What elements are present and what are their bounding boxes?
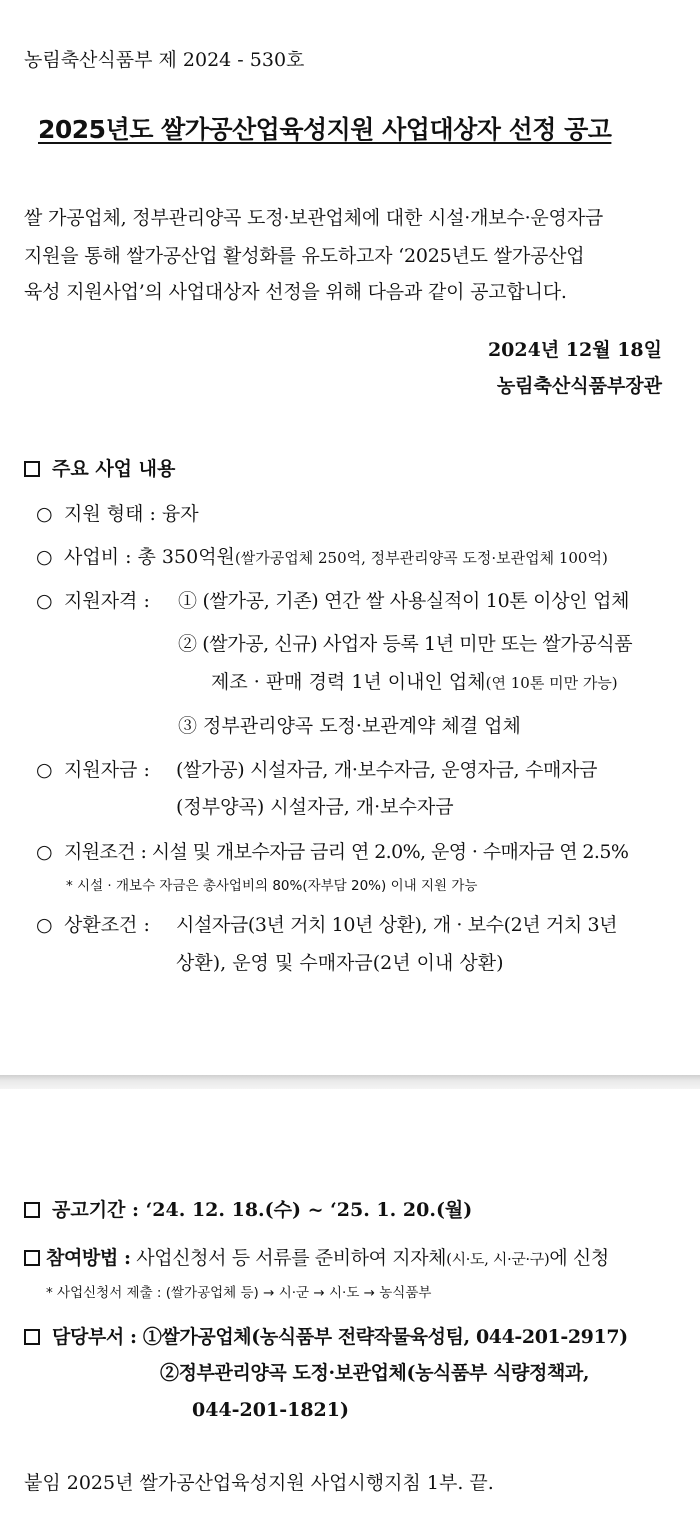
eligibility-2b — [211, 668, 618, 697]
budget-item — [36, 543, 608, 572]
funds-item — [36, 756, 150, 784]
method-text: 사업신청서 등 서류를 준비하여 지자체 — [136, 1247, 447, 1269]
checkbox-square-icon — [24, 1250, 40, 1266]
budget-main-text: 사업비 : 총 350억원 — [64, 546, 235, 568]
main-section-heading-text: 주요 사업 내용 — [52, 458, 176, 480]
repayment-2: 상환), 운영 및 수매자금(2년 이내 상환) — [176, 952, 504, 974]
support-type-text: 지원 형태 : 융자 — [64, 503, 199, 525]
eligibility-label: 지원자격 : — [64, 590, 150, 612]
circle-bullet-icon: ○ — [36, 914, 53, 936]
method-note: * 사업신청서 제출 : (쌀가공업체 등) → 시·군 → 시·도 → 농식품부 — [46, 1285, 432, 1301]
circle-bullet-icon: ○ — [36, 759, 53, 781]
announcement-date: 2024년 12월 18일 — [487, 339, 662, 361]
circle-bullet-icon: ○ — [36, 841, 52, 863]
circle-bullet-icon: ○ — [36, 590, 53, 612]
dept-line-3: 044-201-1821) — [192, 1399, 349, 1421]
intro-line-1: 쌀 가공업체, 정부관리양곡 도정·보관업체에 대한 시설·개보수·운영자금 — [24, 207, 604, 229]
announcement-number: 농림축산식품부 제 2024 - 530호 — [24, 49, 305, 71]
repayment-label: 상환조건 : — [64, 914, 150, 936]
attachment-line: 붙임 2025년 쌀가공산업육성지원 사업시행지침 1부. 끝. — [24, 1472, 494, 1494]
dept-line-1: ①쌀가공업체(농식품부 전략작물육성팀, 044-201-2917) — [142, 1326, 628, 1348]
funds-2: (정부양곡) 시설자금, 개·보수자금 — [176, 796, 454, 818]
eligibility-item — [36, 587, 150, 615]
eligibility-3: ③ 정부관리양곡 도정·보관계약 체결 업체 — [178, 715, 521, 737]
conditions-note: * 시설 · 개보수 자금은 총사업비의 80%(자부담 20%) 이내 지원 가능 — [66, 878, 478, 894]
checkbox-square-icon — [24, 1329, 40, 1345]
period-text: 공고기간 : ‘24. 12. 18.(수) ~ ‘25. 1. 20.(월) — [52, 1199, 473, 1221]
dept-label: 담당부서 : — [52, 1326, 137, 1348]
intro-line-2: 지원을 통해 쌀가공산업 활성화를 유도하고자 ‘2025년도 쌀가공산업 — [24, 245, 585, 267]
repayment-item — [36, 911, 150, 939]
eligibility-2b-main: 제조 · 판매 경력 1년 이내인 업체 — [211, 671, 486, 693]
dept-section — [24, 1323, 628, 1351]
page-break — [0, 1075, 700, 1089]
checkbox-square-icon — [24, 1202, 40, 1218]
circle-bullet-icon: ○ — [36, 546, 53, 568]
support-type-item — [36, 500, 199, 528]
main-section-heading — [24, 455, 175, 483]
method-section — [24, 1244, 609, 1273]
eligibility-2a: ② (쌀가공, 신규) 사업자 등록 1년 미만 또는 쌀가공식품 — [178, 633, 633, 655]
eligibility-1: ① (쌀가공, 기존) 연간 쌀 사용실적이 10톤 이상인 업체 — [178, 590, 630, 612]
conditions-text: 지원조건 : 시설 및 개보수자금 금리 연 2.0%, 운영 · 수매자금 연 2.5% — [64, 841, 629, 863]
funds-1: (쌀가공) 시설자금, 개·보수자금, 운영자금, 수매자금 — [176, 759, 598, 781]
document-title: 2025년도 쌀가공산업육성지원 사업대상자 선정 공고 — [38, 115, 612, 144]
document-page-2 — [0, 1089, 700, 1521]
dept-line-2: ②정부관리양곡 도정·보관업체(농식품부 식량정책과, — [160, 1362, 590, 1384]
method-text-end: 에 신청 — [549, 1247, 609, 1269]
issuer-name: 농림축산식품부장관 — [496, 375, 662, 397]
circle-bullet-icon: ○ — [36, 503, 53, 525]
eligibility-2b-note: (연 10톤 미만 가능) — [485, 674, 618, 692]
checkbox-square-icon — [24, 461, 40, 477]
budget-detail-text: (쌀가공업체 250억, 정부관리양곡 도정·보관업체 100억) — [234, 549, 608, 567]
repayment-1: 시설자금(3년 거치 10년 상환), 개 · 보수(2년 거치 3년 — [176, 914, 618, 936]
period-section — [24, 1196, 472, 1224]
funds-label: 지원자금 : — [64, 759, 150, 781]
conditions-item — [36, 838, 628, 866]
method-text-small: (시·도, 시·군·구) — [446, 1250, 550, 1268]
intro-line-3: 육성 지원사업’의 사업대상자 선정을 위해 다음과 같이 공고합니다. — [24, 281, 567, 303]
method-label: 참여방법 : — [46, 1247, 131, 1269]
